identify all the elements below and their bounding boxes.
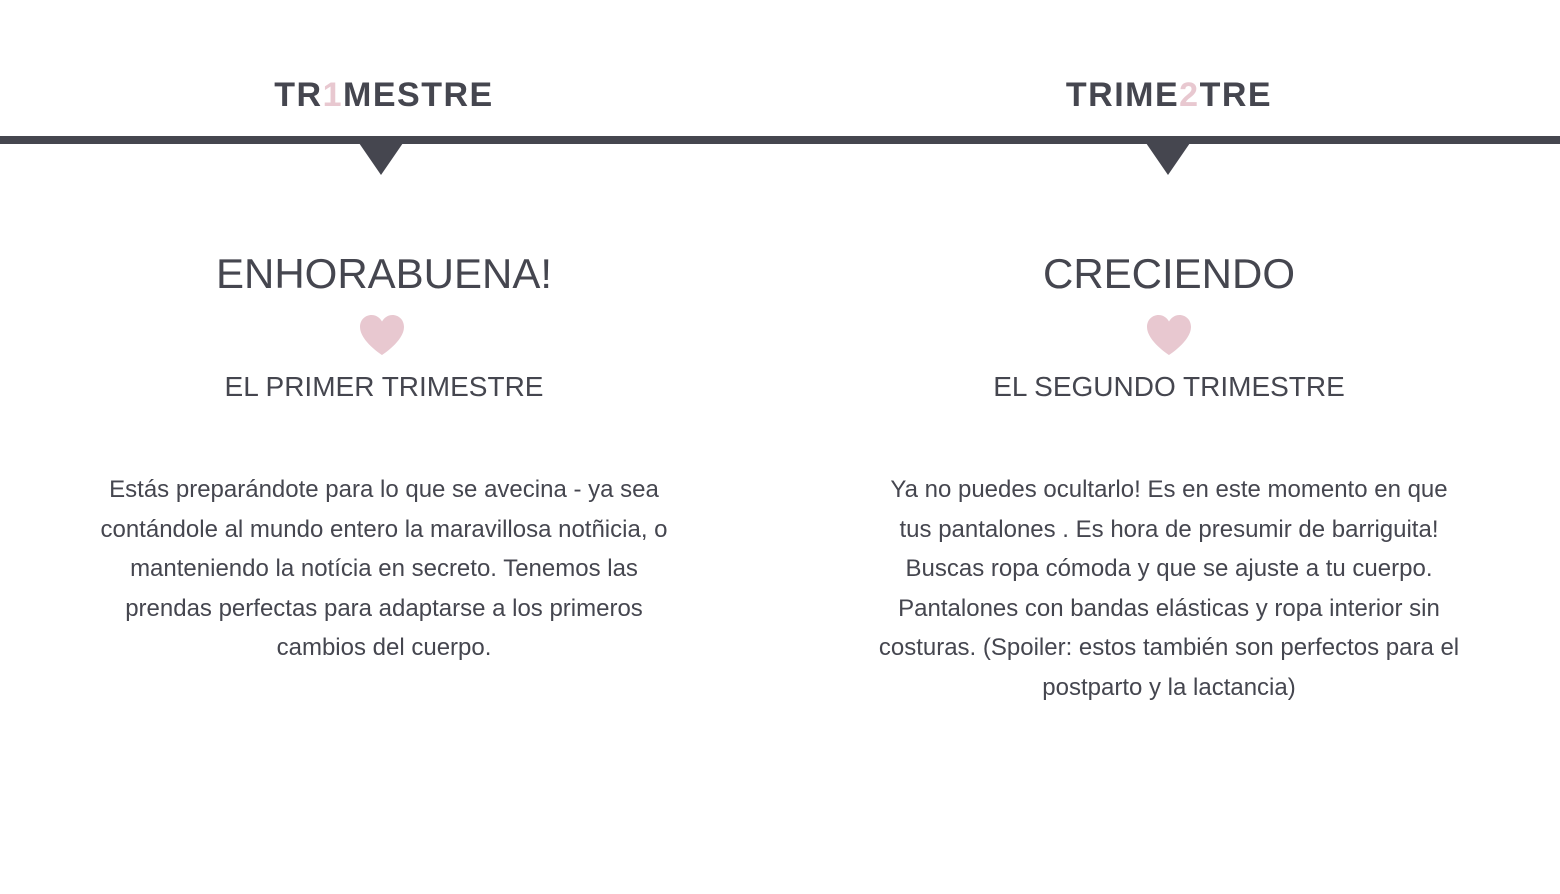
column-body-text: Ya no puedes ocultarlo! Es en este momento en que tus pantalones . Es hora de presumir de barriguita! Buscas ropa cómoda y que se ajuste a tu cuerpo. Pantalones con bandas elásticas y ropa interior sin costuras. (Spoiler: estos también son perfectos para el postparto y la lactancia) [878,476,1460,701]
column-heading: CRECIENDO [1042,250,1296,297]
trimester-column-1 [80,0,688,894]
column-body-text: Estás preparándote para lo que se avecina - ya sea contándole al mundo entero la maravillosa notñicia, o manteniendo la notícia en secreto. Tenemos las prendas perfectas para adaptarse a los primeros cambios del cuerpo. [100,476,668,662]
label-number: 2 [1179,76,1200,114]
label-prefix: TRIME [1065,76,1180,114]
trimester-label [866,76,1472,114]
label-prefix: TR [274,76,323,114]
heart-icon [1146,314,1192,356]
heart-icon [359,314,405,356]
label-suffix: MESTRE [343,76,494,114]
column-subheading: EL SEGUNDO TRIMESTRE [993,371,1345,402]
label-number: 1 [322,76,344,114]
column-subheading: EL PRIMER TRIMESTRE [224,371,544,402]
label-suffix: TRE [1199,76,1273,114]
column-heading: ENHORABUENA! [215,250,553,297]
trimester-label [80,76,688,114]
trimester-column-2 [866,0,1472,894]
